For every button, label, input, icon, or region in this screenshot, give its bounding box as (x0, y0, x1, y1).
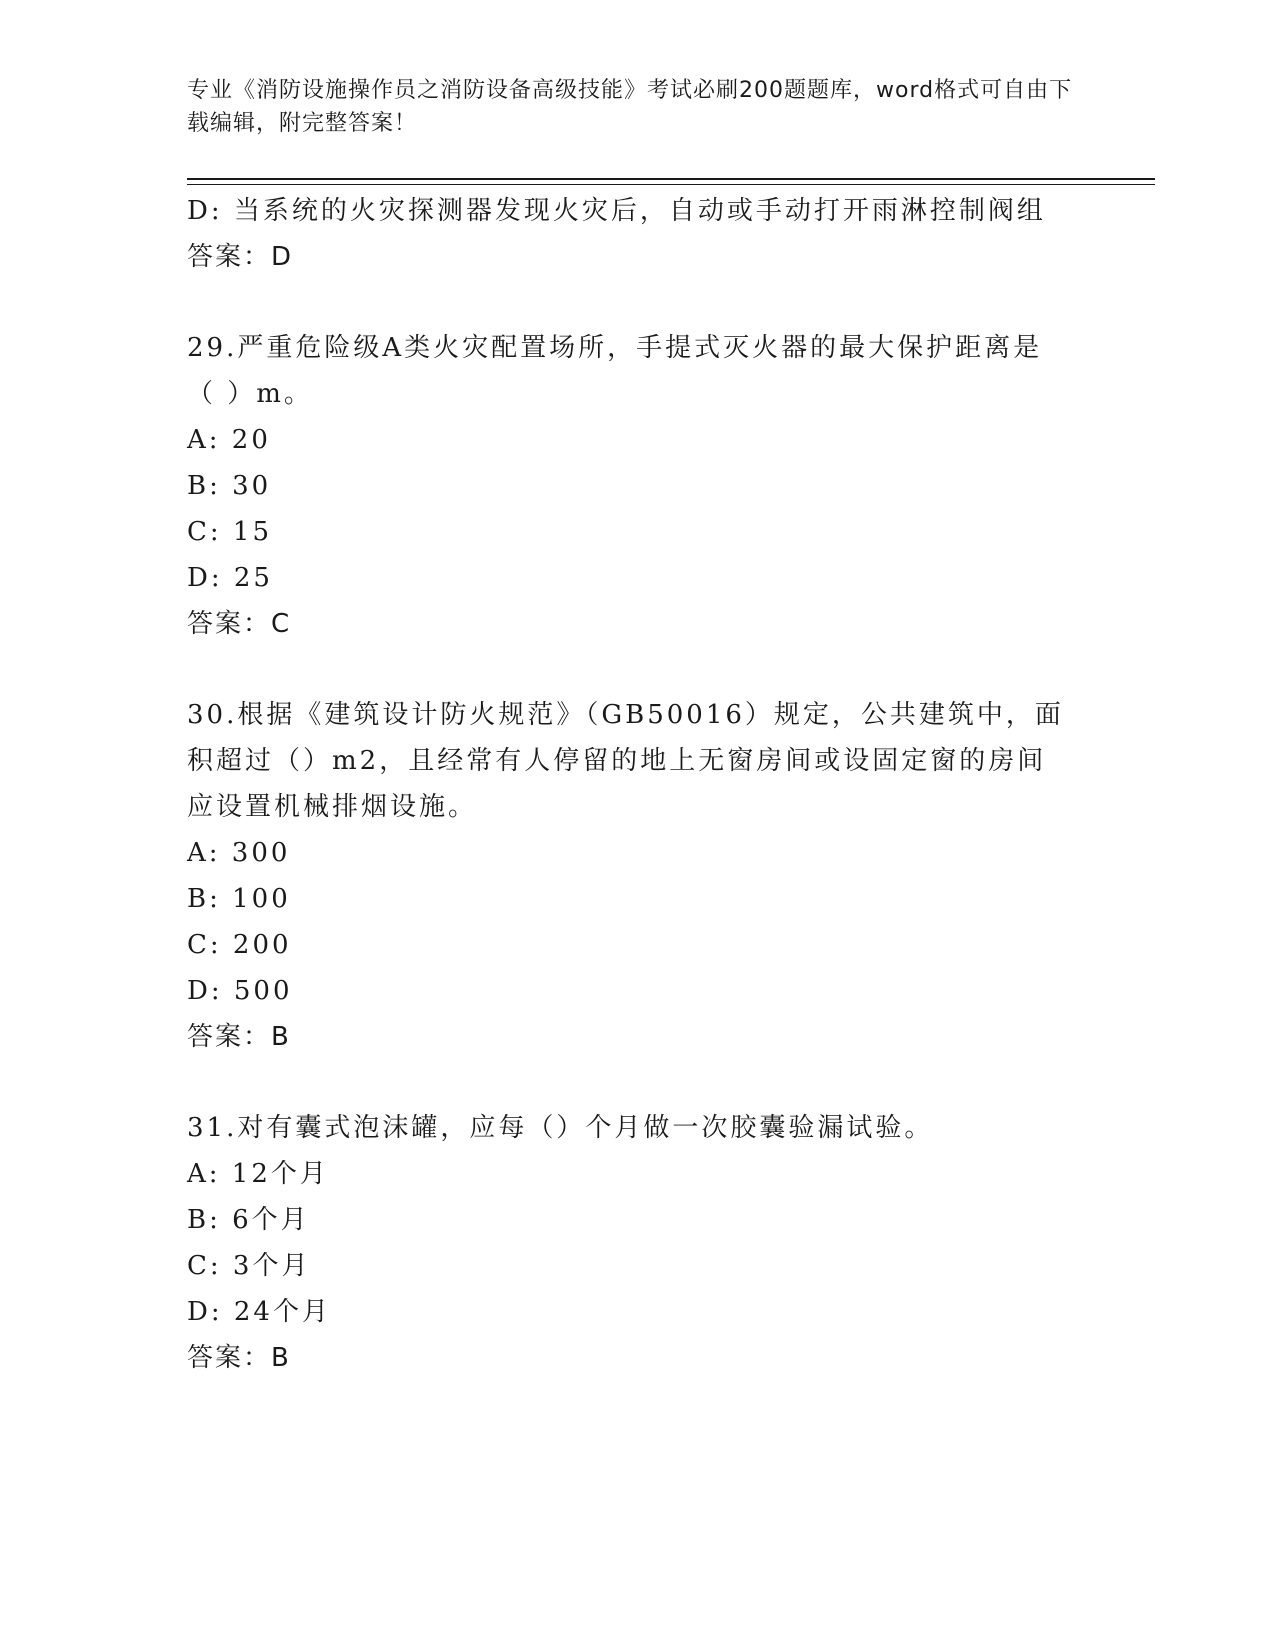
option-d: D: 24个月 (187, 1297, 331, 1327)
option-c: C: 3个月 (187, 1251, 311, 1281)
option-b: B: 100 (187, 884, 291, 914)
question-30 (187, 692, 1067, 1060)
header-divider-thick (187, 178, 1155, 180)
question-answer: 答案：B (187, 1022, 291, 1052)
question-stem: 30.根据《建筑设计防火规范》（GB50016）规定，公共建筑中，面积超过（）m2，且经常有人停留的地上无窗房间或设固定窗的房间应设置机械排烟设施。 (187, 700, 1064, 822)
question-29 (187, 325, 1067, 647)
question-stem: 29.严重危险级A类火灾配置场所，手提式灭火器的最大保护距离是（ ）m。 (187, 333, 1043, 409)
question-answer: 答案：C (187, 609, 292, 639)
option-b: B: 30 (187, 471, 272, 501)
option-d: D: 500 (187, 976, 293, 1006)
question-31 (187, 1105, 1067, 1381)
spacer (187, 1060, 1067, 1105)
option-d: D: 25 (187, 563, 273, 593)
prev-question-option-d: D: 当系统的火灾探测器发现火灾后，自动或手动打开雨淋控制阀组 (187, 196, 1046, 226)
option-c: C: 200 (187, 930, 292, 960)
option-c: C: 15 (187, 517, 273, 547)
question-answer: 答案：B (187, 1343, 291, 1373)
document-header: 专业《消防设施操作员之消防设备高级技能》考试必刷200题题库，word格式可自由下载编辑，附完整答案！ (187, 78, 1073, 136)
question-stem: 31.对有囊式泡沫罐，应每（）个月做一次胶囊验漏试验。 (187, 1113, 934, 1143)
option-a: A: 300 (187, 838, 291, 868)
spacer (187, 647, 1067, 692)
spacer (187, 280, 1067, 325)
option-b: B: 6个月 (187, 1205, 310, 1235)
option-a: A: 20 (187, 425, 271, 455)
prev-question-answer: 答案：D (187, 242, 294, 272)
option-a: A: 12个月 (187, 1159, 329, 1189)
question-content (187, 188, 1067, 1381)
header-divider-thin (187, 184, 1155, 185)
